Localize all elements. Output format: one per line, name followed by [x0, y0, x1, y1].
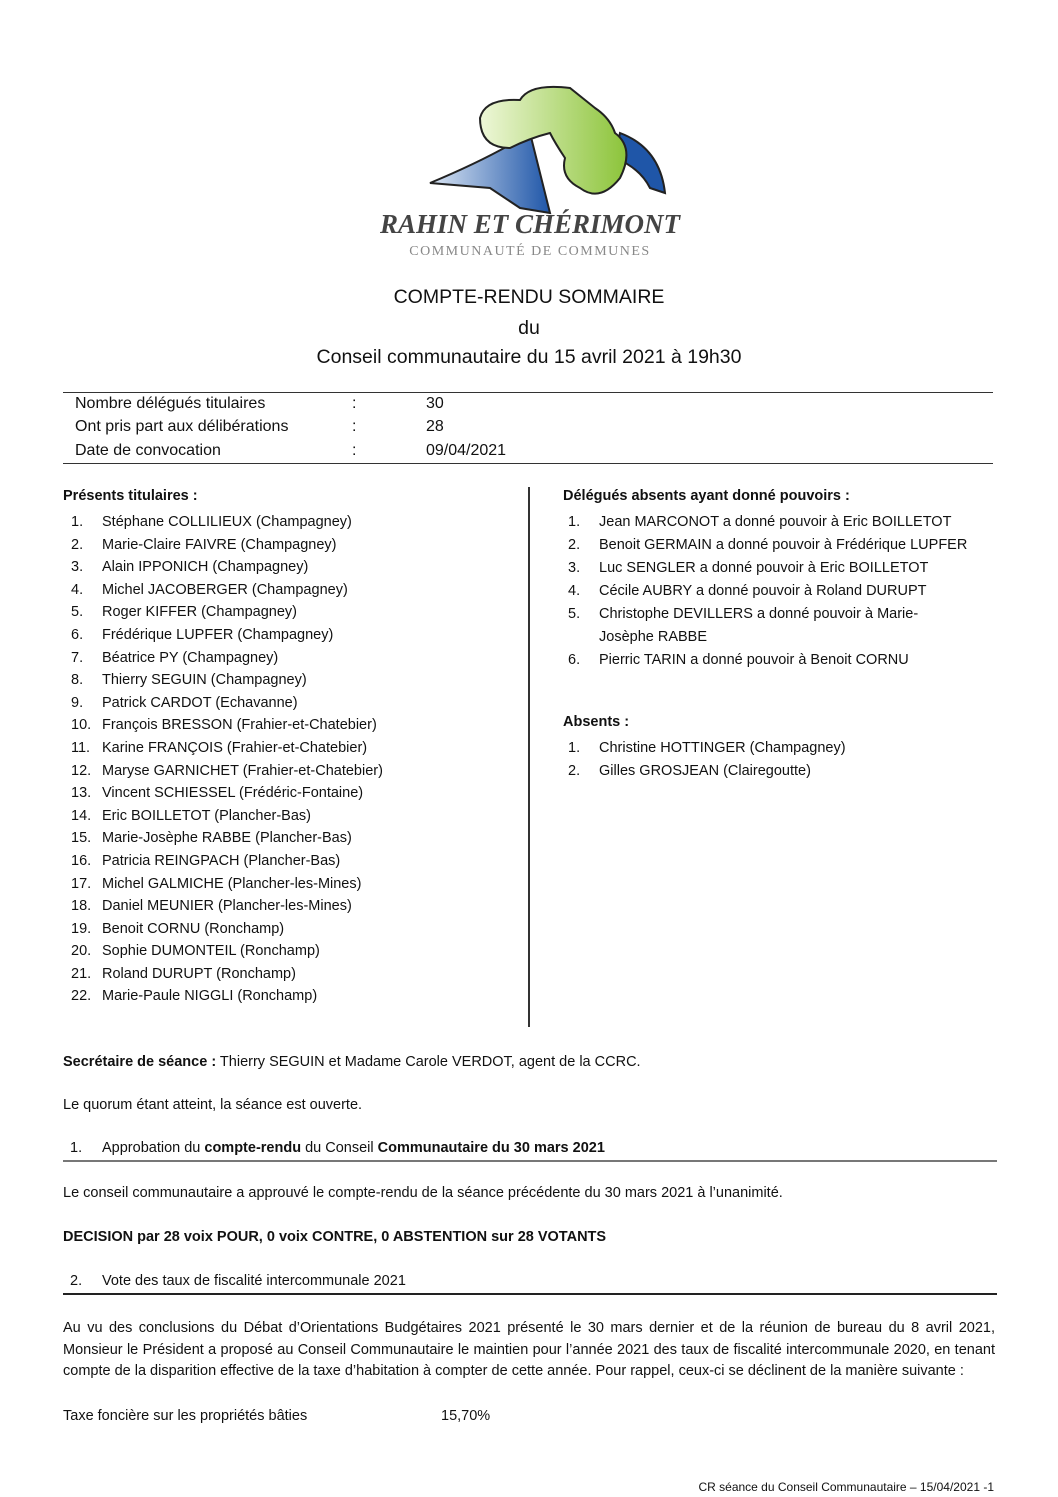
divider — [63, 1160, 997, 1162]
summary-label: Ont pris part aux délibérations — [75, 418, 289, 435]
absents-list — [568, 737, 846, 782]
absents-heading: Absents : — [563, 714, 630, 730]
list-item — [71, 918, 383, 941]
list-text: Roger KIFFER (Champagney) — [102, 604, 298, 621]
list-item — [71, 850, 383, 873]
divider — [63, 463, 993, 464]
list-number: 2. — [568, 537, 581, 553]
list-number: 8. — [71, 672, 84, 689]
column-divider — [528, 487, 530, 1027]
list-text: Marie-Josèphe RABBE (Plancher-Bas) — [102, 830, 352, 847]
section-title: Vote des taux de fiscalité intercommunale 2021 — [102, 1273, 406, 1289]
summary-sep: : — [352, 395, 357, 412]
list-item — [71, 827, 383, 850]
list-item — [71, 760, 383, 783]
divider — [63, 1293, 997, 1295]
list-number: 5. — [568, 606, 581, 622]
pouvoirs-heading: Délégués absents ayant donné pouvoirs : — [563, 488, 850, 504]
tax-value: 15,70% — [441, 1408, 491, 1424]
list-item — [71, 963, 383, 986]
list-number: 18. — [71, 898, 92, 915]
list-item — [71, 556, 383, 579]
list-number: 15. — [71, 830, 92, 847]
list-number: 7. — [71, 649, 84, 666]
logo — [370, 78, 690, 268]
summary-sep: : — [352, 442, 357, 459]
list-item — [71, 511, 383, 534]
list-text: Alain IPPONICH (Champagney) — [102, 559, 309, 576]
list-number: 12. — [71, 762, 92, 779]
section-title-part: du Conseil — [301, 1140, 378, 1156]
logo-title: RAHIN ET CHÉRIMONT — [379, 209, 681, 239]
list-text: Benoit GERMAIN a donné pouvoir à Frédérique LUPFER — [599, 537, 968, 553]
list-item — [568, 511, 967, 534]
section-title-part: Approbation du — [102, 1140, 205, 1156]
list-number: 20. — [71, 943, 92, 960]
logo-subtitle: COMMUNAUTÉ DE COMMUNES — [409, 244, 651, 259]
list-text: Stéphane COLLILIEUX (Champagney) — [102, 514, 352, 530]
list-item — [71, 579, 383, 602]
section-title-part: compte-rendu — [204, 1140, 302, 1156]
list-text: Roland DURUPT (Ronchamp) — [102, 965, 296, 982]
list-item — [568, 760, 846, 783]
list-number: 1. — [568, 514, 581, 530]
list-text: Patrick CARDOT (Echavanne) — [102, 694, 298, 711]
list-number: 22. — [71, 988, 92, 1005]
list-number: 3. — [71, 559, 84, 576]
list-text: Marie-Paule NIGGLI (Ronchamp) — [102, 988, 318, 1005]
list-number: 9. — [71, 694, 84, 711]
summary-value: 09/04/2021 — [426, 442, 507, 459]
list-number: 4. — [568, 583, 581, 599]
list-item — [568, 737, 846, 760]
list-text: Thierry SEGUIN (Champagney) — [102, 672, 307, 689]
list-item — [71, 873, 383, 896]
title-line-1: COMPTE-RENDU SOMMAIRE — [393, 286, 665, 308]
list-text: Christophe DEVILLERS a donné pouvoir à Marie- — [599, 606, 919, 622]
list-text: Luc SENGLER a donné pouvoir à Eric BOILLETOT — [599, 560, 929, 576]
list-item — [71, 805, 383, 828]
pouvoirs-list — [568, 511, 967, 672]
secretaire — [63, 1054, 641, 1070]
decision-text: DECISION par 28 voix POUR, 0 voix CONTRE, 0 ABSTENTION sur 28 VOTANTS — [63, 1229, 607, 1245]
presents-list — [71, 511, 383, 1008]
list-text: Karine FRANÇOIS (Frahier-et-Chatebier) — [102, 739, 368, 756]
list-text: Sophie DUMONTEIL (Ronchamp) — [102, 943, 320, 960]
list-item — [568, 603, 967, 649]
secretaire-label: Secrétaire de séance : — [63, 1054, 217, 1070]
list-number: 13. — [71, 785, 92, 802]
summary-sep: : — [352, 418, 357, 435]
list-number: 6. — [568, 652, 581, 668]
list-item — [568, 580, 967, 603]
list-item — [71, 940, 383, 963]
list-text: Béatrice PY (Champagney) — [102, 649, 279, 666]
list-item — [71, 647, 383, 670]
quorum-text: Le quorum étant atteint, la séance est ouverte. — [63, 1097, 363, 1113]
title-line-2: du — [518, 317, 540, 339]
list-number: 21. — [71, 965, 92, 982]
summary-value: 30 — [426, 395, 444, 412]
list-item — [71, 534, 383, 557]
list-text: Michel JACOBERGER (Champagney) — [102, 581, 348, 598]
logo-blue-shape — [430, 133, 550, 213]
list-item — [568, 649, 967, 672]
list-text: François BRESSON (Frahier-et-Chatebier) — [102, 717, 377, 734]
list-number: 11. — [71, 739, 91, 756]
presents-heading: Présents titulaires : — [63, 488, 198, 504]
section-1-text: Le conseil communautaire a approuvé le compte-rendu de la séance précédente du 30 mars 2021 à l’unanimité. — [63, 1185, 783, 1201]
list-text: Benoit CORNU (Ronchamp) — [102, 920, 285, 937]
list-text: Gilles GROSJEAN (Clairegoutte) — [599, 762, 811, 779]
section-title-part: Communautaire du 30 mars 2021 — [377, 1140, 605, 1156]
list-item — [71, 692, 383, 715]
list-text: Maryse GARNICHET (Frahier-et-Chatebier) — [102, 762, 383, 779]
list-number: 17. — [71, 875, 92, 892]
list-text: Jean MARCONOT a donné pouvoir à Eric BOILLETOT — [599, 514, 952, 530]
divider — [63, 392, 993, 393]
list-number: 10. — [71, 717, 92, 734]
list-number: 14. — [71, 807, 92, 824]
list-item — [71, 737, 383, 760]
list-text: Patricia REINGPACH (Plancher-Bas) — [102, 852, 341, 869]
list-item — [71, 782, 383, 805]
section-2-text: Au vu des conclusions du Débat d’Orientations Budgétaires 2021 présenté le 30 mars dernier et de la réunion de bureau du 8 avril 2021, Monsieur le Président a proposé au Conseil Communautaire le maintien pour l’année 2021 des taux de fiscalité intercommunale 2020, en tenant compte de la disparition effective de la taxe d’habitation à compter de cette année. Pour rappel, ceux-ci se déclinent de la manière suivante : — [63, 1320, 995, 1379]
list-number: 3. — [568, 560, 581, 576]
section-title — [102, 1140, 605, 1156]
list-number: 1. — [568, 740, 581, 756]
title-line-3: Conseil communautaire du 15 avril 2021 à 19h30 — [316, 346, 742, 368]
list-number: 4. — [71, 581, 84, 598]
list-text: Cécile AUBRY a donné pouvoir à Roland DURUPT — [599, 583, 927, 599]
summary-label: Nombre délégués titulaires — [75, 395, 266, 412]
list-number: 6. — [71, 626, 84, 643]
list-text: Frédérique LUPFER (Champagney) — [102, 626, 334, 643]
list-number: 2. — [568, 762, 581, 779]
secretaire-text: Thierry SEGUIN et Madame Carole VERDOT, agent de la CCRC. — [216, 1054, 641, 1070]
list-item — [568, 534, 967, 557]
list-text: Christine HOTTINGER (Champagney) — [599, 740, 846, 756]
list-text: Eric BOILLETOT (Plancher-Bas) — [102, 807, 311, 824]
list-item — [71, 624, 383, 647]
list-number: 16. — [71, 852, 92, 869]
list-number: 1. — [71, 514, 84, 530]
list-text-continued: Josèphe RABBE — [599, 629, 708, 645]
list-item — [71, 601, 383, 624]
list-item — [568, 557, 967, 580]
list-text: Michel GALMICHE (Plancher-les-Mines) — [102, 875, 362, 892]
list-number: 5. — [71, 604, 84, 621]
list-text: Vincent SCHIESSEL (Frédéric-Fontaine) — [102, 785, 364, 802]
summary-label: Date de convocation — [75, 442, 221, 459]
list-number: 19. — [71, 920, 92, 937]
list-item — [71, 985, 383, 1008]
tax-label: Taxe foncière sur les propriétés bâties — [63, 1408, 308, 1424]
list-text: Marie-Claire FAIVRE (Champagney) — [102, 536, 337, 553]
list-item — [71, 895, 383, 918]
list-text: Daniel MEUNIER (Plancher-les-Mines) — [102, 898, 352, 915]
list-item — [71, 669, 383, 692]
list-text: Pierric TARIN a donné pouvoir à Benoit CORNU — [599, 652, 909, 668]
section-number: 1. — [70, 1140, 83, 1156]
list-number: 2. — [71, 536, 84, 553]
list-item — [71, 714, 383, 737]
summary-value: 28 — [426, 418, 444, 435]
section-number: 2. — [70, 1273, 83, 1289]
page-footer: CR séance du Conseil Communautaire – 15/04/2021 -1 — [698, 1480, 994, 1494]
